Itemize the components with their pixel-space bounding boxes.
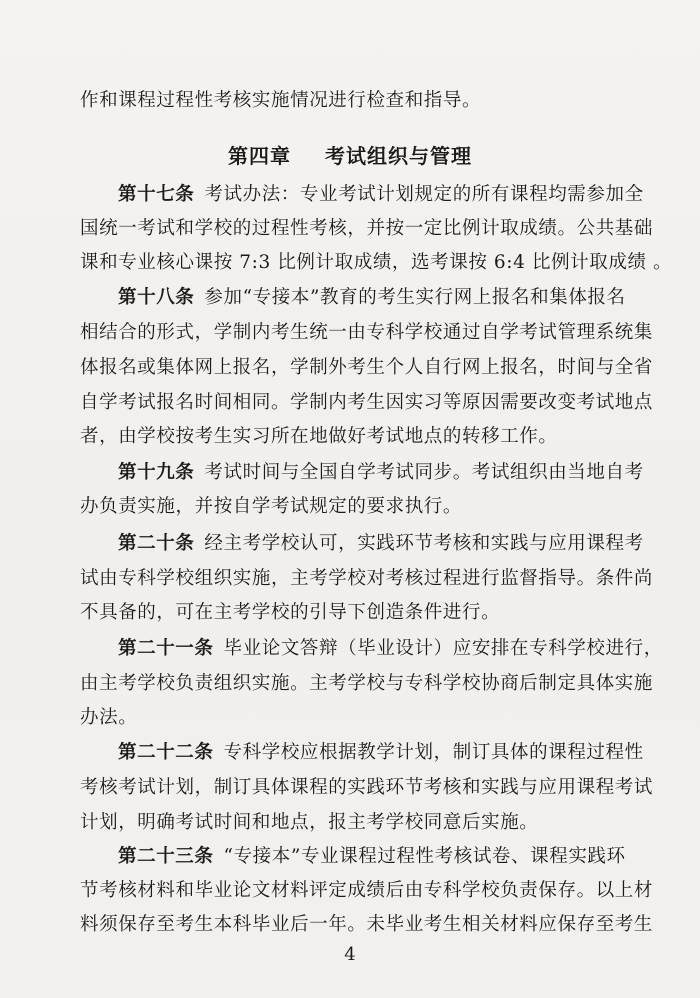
article-19	[118, 458, 644, 488]
article-label: 第二十三条	[118, 846, 214, 867]
text-line: 相结合的形式，学制内考生统一由专科学校通过自学考试管理系统集	[80, 322, 654, 343]
text-line: 试由专科学校组织实施，主考学校对考核过程进行监督指导。条件尚	[80, 568, 654, 589]
text-line: 办负责实施，并按自学考试规定的要求执行。	[80, 496, 463, 517]
article-23	[118, 842, 626, 872]
text-line: 国统一考试和学校的过程性考核，并按一定比例计取成绩。公共基础	[80, 218, 654, 239]
article-22	[118, 738, 644, 768]
article-20	[118, 529, 644, 559]
article-text: 参加“专接本”教育的考生实行网上报名和集体报名	[204, 287, 626, 308]
article-label: 第十九条	[118, 462, 195, 483]
article-text: “专接本”专业课程过程性考核试卷、课程实践环	[223, 846, 626, 867]
article-label: 第十八条	[118, 287, 195, 308]
text-line: 自学考试报名时间相同。学制内考生因实习等原因需要改变考试地点	[80, 392, 654, 413]
text-line: 计划，明确考试时间和地点，报主考学校同意后实施。	[80, 812, 539, 833]
text-line: 节考核材料和毕业论文材料评定成绩后由专科学校负责保存。以上材	[80, 880, 654, 901]
article-text: 经主考学校认可，实践环节考核和实践与应用课程考	[204, 533, 644, 554]
chapter-number: 第四章	[228, 144, 291, 168]
page-number: 4	[344, 944, 356, 965]
text-line: 作和课程过程性考核实施情况进行检查和指导。	[80, 90, 482, 111]
text-line: 者，由学校按考生实习所在地做好考试地点的转移工作。	[80, 426, 558, 447]
text-line: 由主考学校负责组织实施。主考学校与专科学校协商后制定具体实施	[80, 673, 654, 694]
chapter-heading	[0, 140, 700, 169]
article-text: 考试办法：专业考试计划规定的所有课程均需参加全	[204, 184, 644, 205]
text-line: 课和专业核心课按 7:3 比例计取成绩，选考课按 6:4 比例计取成绩 。	[80, 252, 673, 273]
article-text: 毕业论文答辩（毕业设计）应安排在专科学校进行，	[223, 638, 663, 659]
article-label: 第二十二条	[118, 742, 214, 763]
article-label: 第十七条	[118, 184, 195, 205]
text-line: 体报名或集体网上报名，学制外考生个人自行网上报名，时间与全省	[80, 357, 654, 378]
text-line: 办法。	[80, 707, 138, 728]
article-21	[118, 634, 663, 664]
article-17	[118, 180, 644, 210]
article-text: 专科学校应根据教学计划，制订具体的课程过程性	[223, 742, 644, 763]
article-text: 考试时间与全国自学考试同步。考试组织由当地自考	[204, 462, 644, 483]
text-line: 不具备的，可在主考学校的引导下创造条件进行。	[80, 602, 501, 623]
chapter-title: 考试组织与管理	[325, 144, 472, 168]
article-label: 第二十一条	[118, 638, 214, 659]
text-line: 料须保存至考生本科毕业后一年。未毕业考生相关材料应保存至考生	[80, 914, 654, 935]
text-line: 考核考试计划，制订具体课程的实践环节考核和实践与应用课程考试	[80, 777, 654, 798]
article-label: 第二十条	[118, 533, 195, 554]
article-18	[118, 283, 626, 313]
